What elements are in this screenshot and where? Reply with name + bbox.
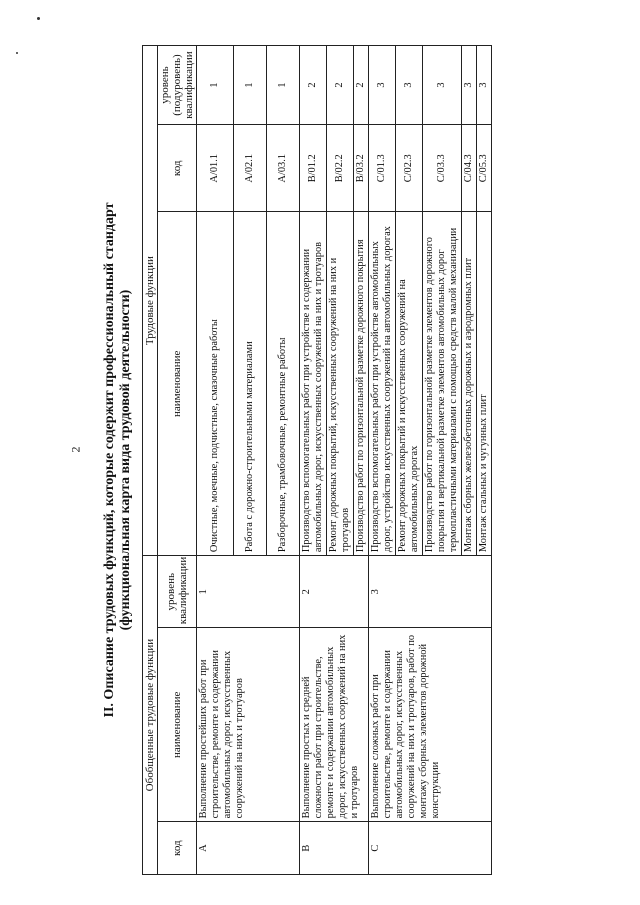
function-code: A/02.1 xyxy=(234,125,267,212)
header-function-name: наименование xyxy=(158,212,197,556)
group-code: B xyxy=(300,822,369,875)
section-heading xyxy=(102,45,134,875)
function-name: Производство работ по горизонтальной разметке элементов дорожного покрытия и вертикальной разметке элементов автомобильных дорог термопластичными материалами с помощью средств малой механизации xyxy=(423,212,462,556)
function-name: Очистные, моечные, подчистные, смазочные работы xyxy=(197,212,234,556)
function-level: 3 xyxy=(423,46,462,125)
function-name: Производство вспомогательных работ при устройстве автомобильных дорог, устройство искусственных сооружений на автомобильных дорогах xyxy=(369,212,396,556)
function-level: 3 xyxy=(477,46,492,125)
function-level: 1 xyxy=(197,46,234,125)
group-name: Выполнение простейших работ при строительстве, ремонте и содержании автомобильных дорог, искусственных сооружений на них и тротуаров xyxy=(197,628,300,822)
function-code: A/01.1 xyxy=(197,125,234,212)
group-name: Выполнение простых и средней сложности работ при строительстве, ремонте и содержании автомобильных дорог, искусственных сооружений на них и тротуаров xyxy=(300,628,369,822)
header-level: уровень квалификации xyxy=(158,556,197,628)
rotated-page-content xyxy=(102,45,602,875)
function-name: Ремонт дорожных покрытий и искусственных сооружений на автомобильных дорогах xyxy=(396,212,423,556)
group-level: 3 xyxy=(369,556,492,628)
function-level: 3 xyxy=(396,46,423,125)
function-level: 1 xyxy=(267,46,300,125)
function-code: A/03.1 xyxy=(267,125,300,212)
heading-line-1: II. Описание трудовых функций, которые содержит профессиональный стандарт xyxy=(102,202,117,718)
group-name: Выполнение сложных работ при строительстве, ремонте и содержании автомобильных дорог, искусственных сооружений на них и тротуаров, работ по монтажу сборных элементов дорожной конструкции xyxy=(369,628,492,822)
group-level: 2 xyxy=(300,556,369,628)
group-code: A xyxy=(197,822,300,875)
function-level: 2 xyxy=(354,46,369,125)
header-labor-functions: Трудовые функции xyxy=(143,46,158,556)
group-code: C xyxy=(369,822,492,875)
table-row xyxy=(369,46,396,875)
function-level: 3 xyxy=(369,46,396,125)
table-row xyxy=(197,46,234,875)
scan-speck xyxy=(16,52,18,54)
function-code: B/02.2 xyxy=(327,125,354,212)
header-code: код xyxy=(158,822,197,875)
function-code: C/05.3 xyxy=(477,125,492,212)
function-code: C/01.3 xyxy=(369,125,396,212)
function-level: 3 xyxy=(462,46,477,125)
function-name: Производство вспомогательных работ при устройстве и содержании автомобильных дорог, искусственных сооружений на них и тротуаров xyxy=(300,212,327,556)
function-name: Монтаж стальных и чугунных плит xyxy=(477,212,492,556)
group-level: 1 xyxy=(197,556,300,628)
page-number: 2 xyxy=(68,446,83,453)
heading-line-2: (функциональная карта вида трудовой деятельности) xyxy=(118,289,133,631)
function-name: Работа с дорожно-строительными материалами xyxy=(234,212,267,556)
function-code: C/03.3 xyxy=(423,125,462,212)
function-code: C/04.3 xyxy=(462,125,477,212)
table-row xyxy=(300,46,327,875)
scan-speck xyxy=(37,17,40,20)
function-name: Разборочные, трамбовочные, ремонтные работы xyxy=(267,212,300,556)
header-sublevel: уровень (подуровень) квалификации xyxy=(158,46,197,125)
function-code: C/02.3 xyxy=(396,125,423,212)
header-function-code: код xyxy=(158,125,197,212)
header-name: наименование xyxy=(158,628,197,822)
header-generalized-functions: Обобщенные трудовые функции xyxy=(143,556,158,875)
function-level: 2 xyxy=(327,46,354,125)
function-code: B/03.2 xyxy=(354,125,369,212)
function-name: Ремонт дорожных покрытий, искусственных сооружений на них и тротуаров xyxy=(327,212,354,556)
function-level: 2 xyxy=(300,46,327,125)
function-level: 1 xyxy=(234,46,267,125)
function-name: Монтаж сборных железобетонных дорожных и аэродромных плит xyxy=(462,212,477,556)
functional-map-table xyxy=(142,45,492,875)
function-name: Производство работ по горизонтальной разметке дорожного покрытия xyxy=(354,212,369,556)
function-code: B/01.2 xyxy=(300,125,327,212)
